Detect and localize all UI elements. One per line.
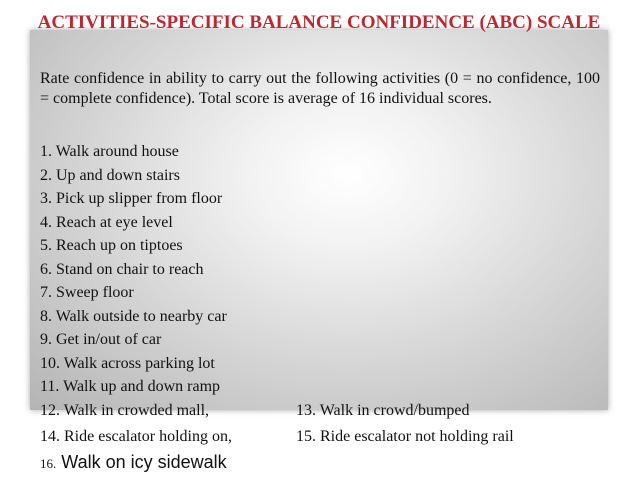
activity-item: 6. Stand on chair to reach bbox=[40, 260, 204, 278]
activity-item: 1. Walk around house bbox=[40, 143, 179, 160]
activity-item: 14. Ride escalator holding on, bbox=[40, 428, 232, 445]
slide-title: ACTIVITIES-SPECIFIC BALANCE CONFIDENCE (ABC) SCALE bbox=[37, 12, 601, 33]
activity-item: 7. Sweep floor bbox=[40, 284, 134, 301]
activity-item: 4. Reach at eye level bbox=[40, 213, 173, 231]
activity-number: 16. bbox=[40, 456, 57, 471]
activity-pair-row bbox=[40, 428, 514, 446]
activity-item: 3. Pick up slipper from floor bbox=[40, 190, 223, 207]
activity-item: 10. Walk across parking lot bbox=[40, 354, 215, 372]
activity-item: 13. Walk in crowd/bumped bbox=[296, 402, 470, 419]
activity-pair-row bbox=[40, 402, 470, 420]
activity-item: 5. Reach up on tiptoes bbox=[40, 237, 183, 254]
activity-list bbox=[40, 140, 227, 399]
activity-item: 15. Ride escalator not holding rail bbox=[296, 428, 514, 445]
activity-item: 11. Walk up and down ramp bbox=[40, 378, 221, 395]
activity-item: 2. Up and down stairs bbox=[40, 166, 180, 184]
activity-item: 12. Walk in crowded mall, bbox=[40, 402, 210, 419]
activity-item: 9. Get in/out of car bbox=[40, 331, 162, 348]
intro-paragraph: Rate confidence in ability to carry out the following activities (0 = no confidence, 100 = complete confidence). Total score is average of 16 individual scores. bbox=[40, 70, 600, 107]
activity-item-last bbox=[40, 452, 227, 473]
activity-label: Walk on icy sidewalk bbox=[56, 452, 227, 472]
activity-item: 8. Walk outside to nearby car bbox=[40, 307, 227, 325]
